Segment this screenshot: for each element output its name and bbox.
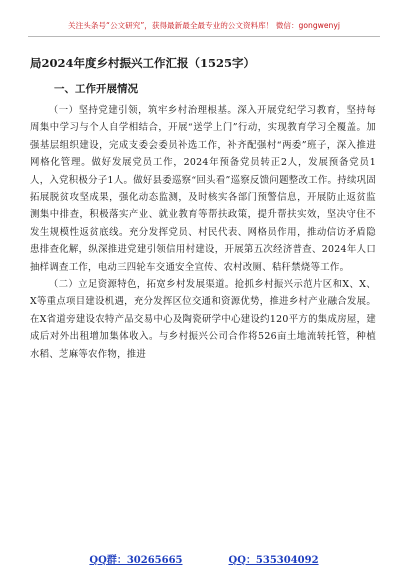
qq-group-link[interactable]: QQ群：30265665 xyxy=(89,555,183,566)
paragraph-1: （一）坚持党建引领，筑牢乡村治理根基。深入开展党纪学习教育，坚持每周集中学习与个人自学相结合，开展“送学上门”行动，实现教育学习全覆盖。加强基层组织建设，完成支委会委员补选工作，补齐配强村“两委”班子，深入推进网格化管理。做好发展党员工作，2024年预备党员转正2人，发展预备党员1人，入党积极分子1人。做好县委巡察“回头看”巡察反馈问题整改工作。持续巩固拓展脱贫攻坚成果，强化动态监测，及时核实各部门预警信息，开展防止返贫监测集中排查，积极落实产业、就业教育等帮扶政策，提升帮扶实效，坚决守住不发生规模性返贫底线。充分发挥党员、村民代表、网格员作用，推动信访矛盾隐患排查化解，纵深推进党建引领信用村建设，开展第五次经济普查、2024年人口抽样调查工作，电动三四轮车交通安全宣传、农村改厕、秸秆禁烧等工作。 xyxy=(30,105,376,273)
document-title: 局2024年度乡村振兴工作汇报（1525字） xyxy=(30,56,256,70)
qq-link[interactable]: QQ：535304092 xyxy=(228,555,319,566)
section-heading: 一、工作开展情况 xyxy=(54,83,138,95)
header-banner: 关注头条号“公文研究”，获得最新最全最专业的公文资料库！ 微信：gongwenyj xyxy=(28,14,380,37)
document-body xyxy=(30,55,376,363)
footer-contacts xyxy=(0,551,408,566)
paragraph-2: （二）立足资源特色，拓宽乡村发展渠道。抢抓乡村振兴示范片区和X、X、X等重点项目建设机遇，充分发挥区位交通和资源优势，推进乡村产业融合发展。在X省道旁建设农特产品交易中心及陶瓷研学中心建设约120平方的集成房屋，建成后对外出租增加集体收入。与乡村振兴公司合作将526亩土地流转托管，种植水稻、芝麻等农作物，推进 xyxy=(30,279,376,360)
